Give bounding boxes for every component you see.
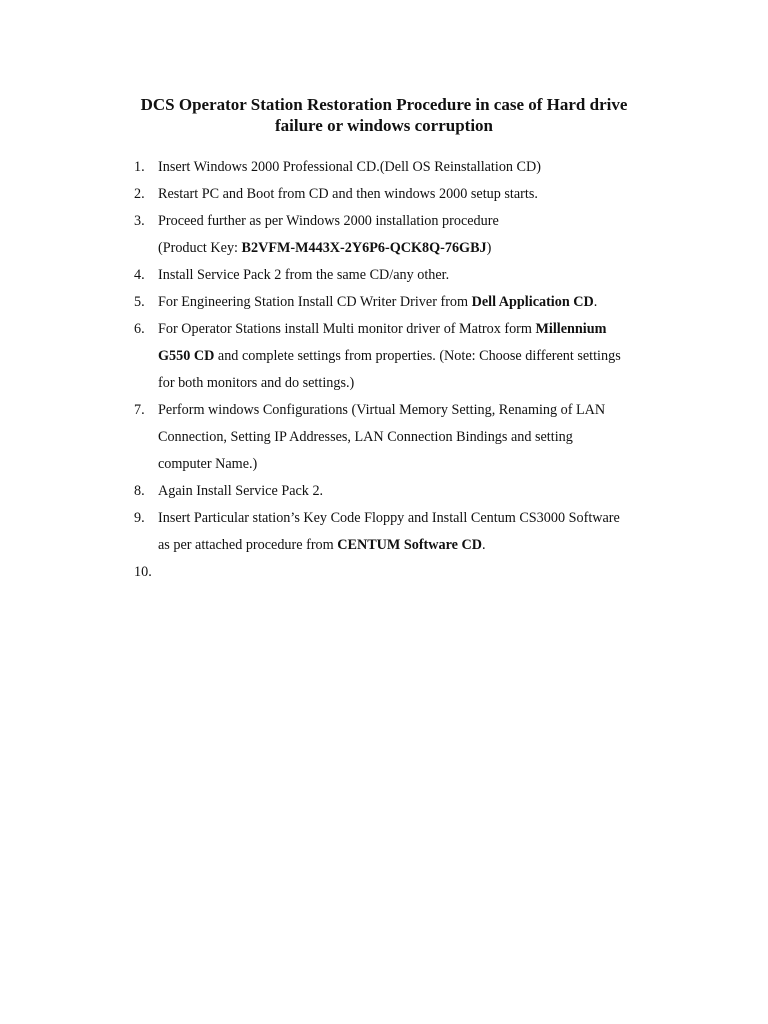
list-item <box>134 154 674 181</box>
bold-text-segment: G550 CD <box>158 348 215 364</box>
step-text: Perform windows Configurations (Virtual Memory Setting, Renaming of LAN <box>158 402 606 418</box>
step-number: 1. <box>134 159 145 175</box>
procedure-steps-list <box>134 154 674 586</box>
step-text: Insert Particular station’s Key Code Floppy and Install Centum CS3000 Software <box>158 510 620 526</box>
step-text: Proceed further as per Windows 2000 installation procedure <box>158 213 499 229</box>
step-number: 6. <box>134 321 145 337</box>
bold-text-segment: Millennium <box>535 321 607 337</box>
title-line-2: failure or windows corruption <box>274 116 494 135</box>
list-item <box>134 397 674 478</box>
list-item <box>134 181 674 208</box>
step-number: 3. <box>134 213 145 229</box>
list-item <box>134 505 674 559</box>
text-segment: . <box>593 294 598 310</box>
step-text-line-2 <box>158 235 674 262</box>
text-segment: For Engineering Station Install CD Writer Driver from <box>158 294 472 310</box>
list-item <box>134 316 674 397</box>
bold-text-segment: Dell Application CD <box>471 294 594 310</box>
step-text-line-2 <box>158 532 674 559</box>
step-number: 9. <box>134 510 145 526</box>
step-text-line-2 <box>158 343 674 370</box>
text-segment: and complete settings from properties. (Note: Choose different settings <box>214 348 621 364</box>
list-item <box>134 262 674 289</box>
step-number: 10. <box>134 564 152 580</box>
bold-text-segment: CENTUM Software CD <box>337 537 482 553</box>
page-title <box>100 94 668 136</box>
list-item <box>134 208 674 262</box>
step-text: Insert Windows 2000 Professional CD.(Dell OS Reinstallation CD) <box>158 159 541 175</box>
text-segment: . <box>481 537 486 553</box>
text-segment: ) <box>486 240 492 256</box>
step-number: 8. <box>134 483 145 499</box>
step-text-line-2: Connection, Setting IP Addresses, LAN Connection Bindings and setting <box>158 429 573 445</box>
step-text: Install Service Pack 2 from the same CD/any other. <box>158 267 450 283</box>
list-item <box>134 478 674 505</box>
step-text: Again Install Service Pack 2. <box>158 483 324 499</box>
text-segment: (Product Key: <box>158 240 242 256</box>
step-text-line-3: for both monitors and do settings.) <box>158 375 355 391</box>
list-item <box>134 289 674 316</box>
product-key: B2VFM-M443X-2Y6P6-QCK8Q-76GBJ <box>241 240 487 256</box>
step-text <box>158 559 674 586</box>
text-segment: For Operator Stations install Multi monitor driver of Matrox form <box>158 321 536 337</box>
step-text-line-3: computer Name.) <box>158 456 258 472</box>
step-text <box>158 289 674 316</box>
step-number: 5. <box>134 294 145 310</box>
step-text <box>158 316 674 343</box>
step-text: Restart PC and Boot from CD and then windows 2000 setup starts. <box>158 186 538 202</box>
step-number: 4. <box>134 267 145 283</box>
step-number: 7. <box>134 402 145 418</box>
text-segment: as per attached procedure from <box>158 537 338 553</box>
list-item <box>134 559 674 586</box>
title-line-1: DCS Operator Station Restoration Procedure in case of Hard drive <box>140 95 628 114</box>
step-number: 2. <box>134 186 145 202</box>
